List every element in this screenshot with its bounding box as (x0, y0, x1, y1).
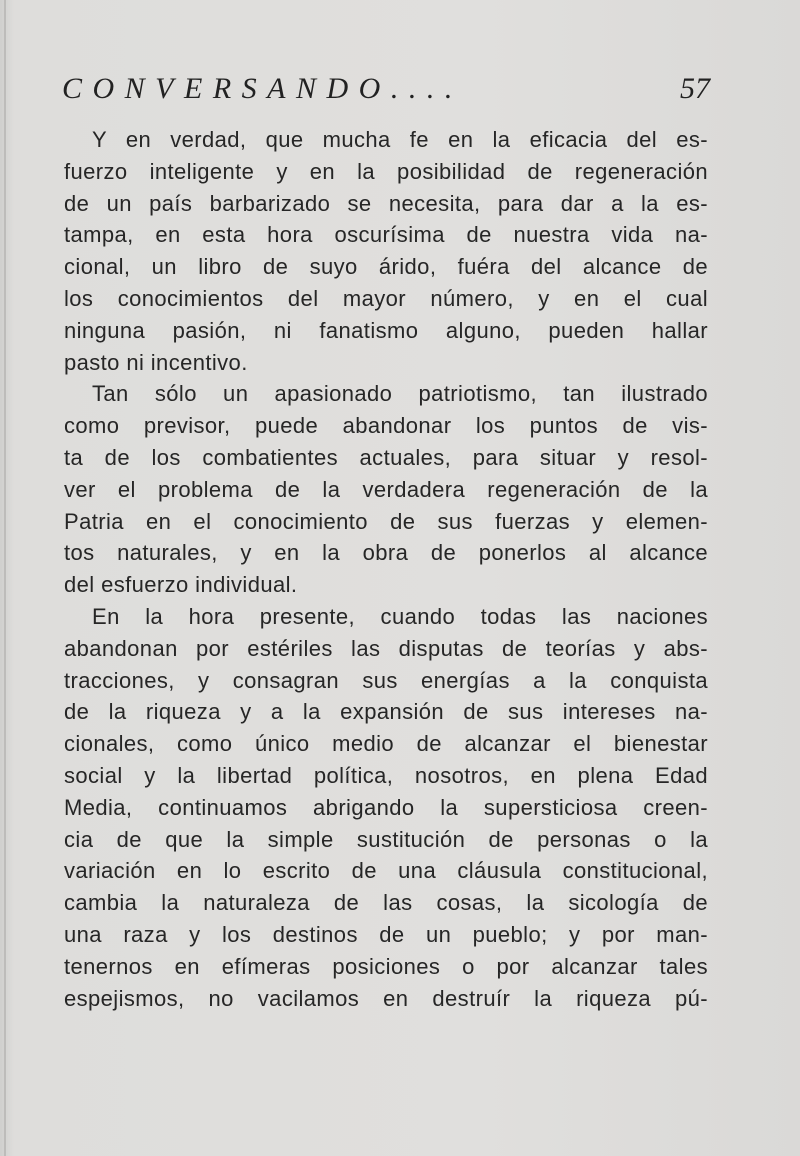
text-line: de la riqueza y a la expansión de sus intereses na- (64, 699, 708, 725)
page-header (62, 72, 710, 112)
text-line: abandonan por estériles las disputas de teorías y abs- (64, 635, 708, 661)
running-title: CONVERSANDO.... (62, 72, 463, 105)
text-line: de un país barbarizado se necesita, para dar a la es- (64, 190, 708, 216)
text-line: cionales, como único medio de alcanzar el bienestar (64, 731, 708, 757)
text-line: cia de que la simple sustitución de personas o la (64, 826, 708, 852)
text-line: En la hora presente, cuando todas las naciones (92, 603, 708, 629)
text-line: del esfuerzo individual. (64, 572, 298, 598)
text-line: tenernos en efímeras posiciones o por alcanzar tales (64, 953, 708, 979)
text-line: Tan sólo un apasionado patriotismo, tan ilustrado (92, 381, 708, 407)
text-line: Y en verdad, que mucha fe en la eficacia del es- (92, 127, 708, 152)
text-line: ver el problema de la verdadera regeneración de la (64, 476, 708, 502)
text-line: tampa, en esta hora oscurísima de nuestra vida na- (64, 222, 708, 248)
text-line: fuerzo inteligente y en la posibilidad de regeneración (64, 158, 708, 184)
text-line: ta de los combatientes actuales, para situar y resol- (64, 444, 708, 470)
text-line: social y la libertad política, nosotros, en plena Edad (64, 762, 708, 788)
page-number: 57 (680, 72, 710, 105)
body-text (64, 124, 708, 1014)
text-line: Patria en el conocimiento de sus fuerzas y elemen- (64, 508, 708, 534)
text-line: espejismos, no vacilamos en destruír la riqueza pú- (64, 985, 708, 1011)
page-gutter (4, 0, 6, 1156)
text-line: tos naturales, y en la obra de ponerlos al alcance (64, 540, 708, 566)
text-line: cional, un libro de suyo árido, fuéra del alcance de (64, 254, 708, 280)
text-line: variación en lo escrito de una cláusula constitucional, (64, 858, 708, 884)
text-line: pasto ni incentivo. (64, 349, 248, 375)
text-line: ninguna pasión, ni fanatismo alguno, pueden hallar (64, 317, 708, 343)
text-line: los conocimientos del mayor número, y en el cual (64, 285, 708, 311)
text-line: Media, continuamos abrigando la supersticiosa creen- (64, 794, 708, 820)
text-line: tracciones, y consagran sus energías a la conquista (64, 667, 708, 693)
text-line: como previsor, puede abandonar los puntos de vis- (64, 413, 708, 439)
text-line: una raza y los destinos de un pueblo; y por man- (64, 921, 708, 947)
text-line: cambia la naturaleza de las cosas, la sicología de (64, 890, 708, 916)
